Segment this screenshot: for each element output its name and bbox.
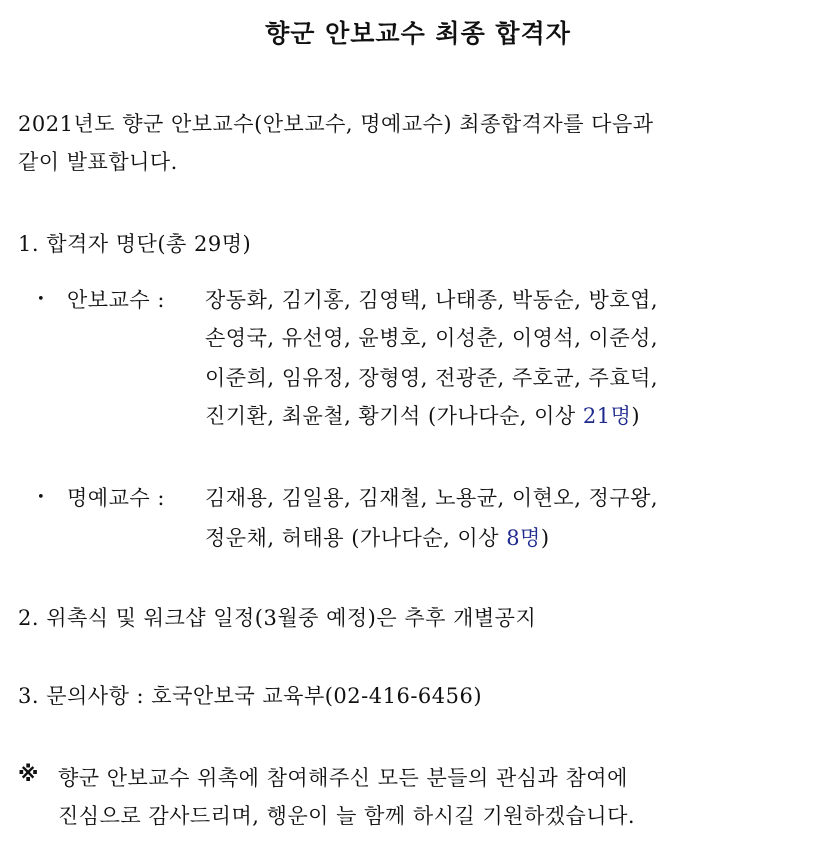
intro-line-2: 같이 발표합니다. bbox=[18, 150, 178, 174]
anbo-names-line-4 bbox=[205, 400, 640, 430]
honorary-names-line-2-text: 정운채, 허태용 (가나다순, 이상 bbox=[205, 526, 507, 550]
honorary-names-line-2 bbox=[205, 522, 550, 552]
honorary-close-paren: ) bbox=[540, 526, 550, 550]
closing-note-line-2: 진심으로 감사드리며, 행운이 늘 함께 하시길 기원하겠습니다. bbox=[58, 804, 636, 828]
anbo-count: 21명 bbox=[582, 404, 632, 428]
reference-mark-icon: ※ bbox=[18, 762, 39, 786]
honorary-label: 명예교수 : bbox=[67, 486, 165, 510]
honorary-names-line-1: 김재용, 김일용, 김재철, 노용균, 이현오, 정구왕, bbox=[205, 486, 659, 510]
anbo-names-line-3: 이준희, 임유정, 장형영, 전광준, 주호균, 주효덕, bbox=[205, 366, 659, 390]
closing-note-line-1: 향군 안보교수 위촉에 참여해주신 모든 분들의 관심과 참여에 bbox=[58, 766, 628, 790]
page-title: 향군 안보교수 최종 합격자 bbox=[265, 19, 571, 48]
bullet-icon: • bbox=[37, 490, 45, 505]
section-2: 2. 위촉식 및 워크샵 일정(3월중 예정)은 추후 개별공지 bbox=[18, 606, 537, 630]
bullet-icon: • bbox=[37, 292, 45, 307]
anbo-names-line-4-text: 진기환, 최윤철, 황기석 (가나다순, 이상 bbox=[205, 404, 583, 428]
section-3: 3. 문의사항 : 호국안보국 교육부(02-416-6456) bbox=[18, 684, 483, 708]
anbo-names-line-2: 손영국, 유선영, 윤병호, 이성춘, 이영석, 이준성, bbox=[205, 326, 659, 350]
anbo-names-line-1: 장동화, 김기홍, 김영택, 나태종, 박동순, 방호엽, bbox=[205, 288, 659, 312]
anbo-label: 안보교수 : bbox=[67, 288, 165, 312]
section-1-heading: 1. 합격자 명단(총 29명) bbox=[18, 232, 252, 256]
anbo-close-paren: ) bbox=[631, 404, 641, 428]
honorary-count: 8명 bbox=[506, 526, 541, 550]
intro-line-1: 2021년도 향군 안보교수(안보교수, 명예교수) 최종합격자를 다음과 bbox=[18, 112, 654, 136]
